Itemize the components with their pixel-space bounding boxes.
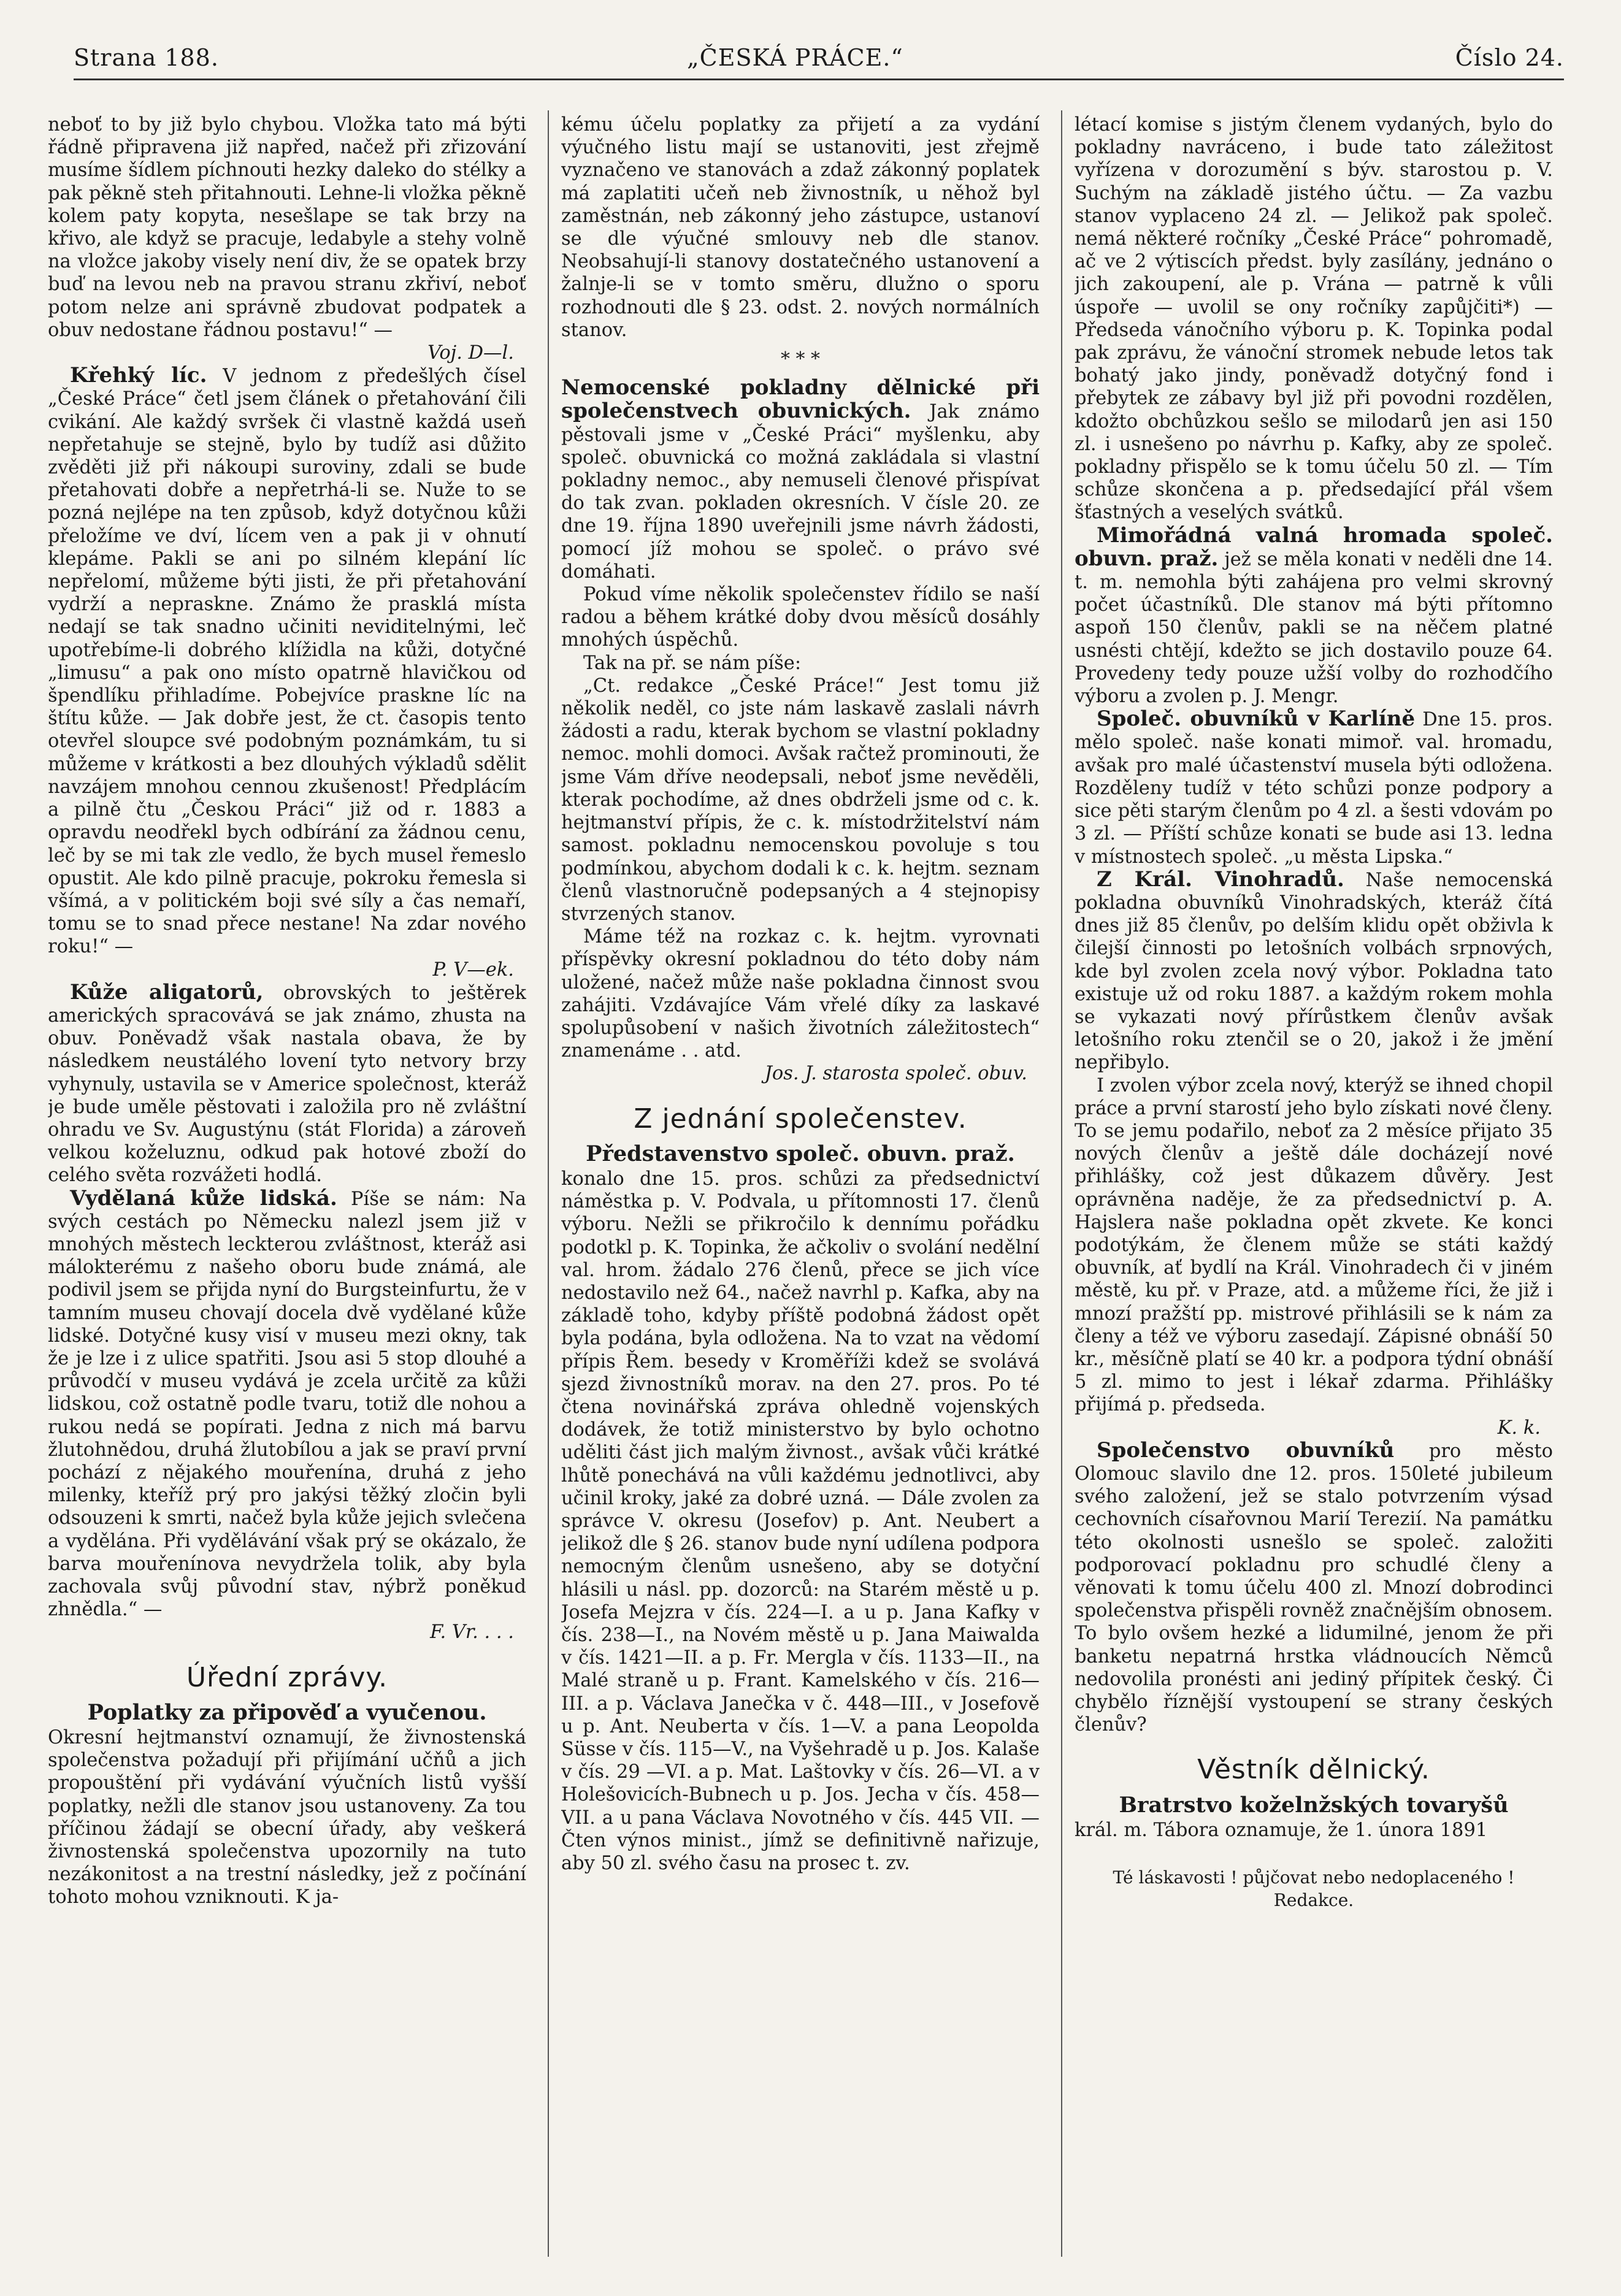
article-text: Dne 15. pros. mělo společ. naše konati mimoř. val. hromadu, avšak pro malé účastenství musela býti odložena. Rozděleny tudíž v této schůzi ponze podpory a sice pěti starým členům po 4 zl. a šesti vdovám po 3 zl. — Příští schůze konati se bude asi 13. ledna v místnostech společ. „u města Lipska.“ bbox=[1075, 709, 1553, 868]
article-text: Okresní hejtmanství oznamují, že živnostenská společenstva požadují při přijímání učňů a jich propouštění při vydávání výučních listů vyšší poplatky, nežli dle stanov jsou ustanoveny. Za tou příčinou žádají se obecní úřady, aby veškerá živnostenská společenstva upozornily na tuto nezákonitost a na trestní následky, jež z počínání tohoto mohou vzniknouti. K ja- bbox=[48, 1727, 526, 1908]
column-1 bbox=[48, 113, 526, 2248]
section-title-jednani: Z jednání společenstev. bbox=[634, 1103, 967, 1135]
article-text: Tak na př. se nám píše: bbox=[583, 652, 802, 674]
signature: P. V—ek. bbox=[432, 959, 514, 981]
article-heading: Z Král. Vinohradů. bbox=[1097, 867, 1344, 892]
column-divider bbox=[1061, 110, 1062, 2257]
page-number: Strana 188. bbox=[74, 44, 219, 71]
article-heading: Křehký líc. bbox=[70, 363, 207, 388]
article-text: I zvolen výbor zcela nový, kterýž se ihned chopil práce a první starostí jeho bylo získati nové členy. To se jemu podařilo, neboť za 2 měsíce přijato 35 nových členův a ještě dále docházejí nové přihlášky, což jest důkazem důvěry. Jest oprávněna naděje, že za předsednictví p. A. Hajslera naše pokladna opět zkvete. Ke konci podotýkám, že členem může se státi každý obuvník, ať bydlí na Král. Vinohradech či v jiném městě, ku př. v Praze, atd. a můžeme říci, že již i mnozí pražští pp. mistrové přihlásili se k nám za členy a též ve výboru zasedají. Zápisné obnáší 50 kr., měsíčně platí se 40 kr. a podpora týdní obnáší 5 zl. mimo to jest i lékař zdarma. Přihlášky přijímá p. předseda. bbox=[1075, 1074, 1553, 1416]
subsection-title: Představenstvo společ. obuvn. praž. bbox=[586, 1141, 1015, 1166]
signature: F. Vr. . . . bbox=[430, 1621, 514, 1644]
article-heading: Kůže aligatorů, bbox=[70, 979, 264, 1005]
section-title-uredni: Úřední zprávy. bbox=[186, 1661, 388, 1693]
signature: K. k. bbox=[1497, 1417, 1541, 1439]
article-text: jež se měla konati v neděli dne 14. t. m. nemohla býti zahájena pro velmi skrovný počet účastníků. Dle stanov má býti přítomno aspoň 150 členův, pakli se na něčem platné usnésti chtějí, kdežto se jich dostavilo pouze 64. Provedeny tedy pouze užší volby do rozhodčího výboru a zvolen p. J. Mengr. bbox=[1075, 548, 1553, 708]
header-rule bbox=[74, 78, 1564, 80]
article-heading: Mimořádná valná hromada společ. obuvn. praž. bbox=[1075, 522, 1553, 571]
page-header bbox=[74, 44, 1564, 78]
article-heading: Společenstvo obuvníků bbox=[1097, 1437, 1395, 1463]
column-divider bbox=[548, 110, 549, 2257]
section-title-vestnik: Věstník dělnický. bbox=[1197, 1754, 1430, 1786]
article-text: kému účelu poplatky za přijetí a za vydání výučného listu mají se ustanoviti, jest zřejmě vyznačeno ve stanovách a zdaž zákonný poplatek má zaplatiti učeň neb živnostník, u něhož byl zaměstnán, neb zákonný jeho zástupce, ustanoví se dle výučné smlouvy neb dle stanov. Neobsahují-li stanovy dostatečného ustanovení a žalnje-li se v tomto směru, dlužno o sporu rozhodnouti dle § 23. odst. 2. nových normálních stanov. bbox=[561, 114, 1040, 341]
article-text: V jednom z předešlých čísel „České Práce“ četl jsem článek o přetahování čili cvikání. Ale každý svršek či vlastně každá useň nepřetahuje se stejně, bylo by tudíž asi důžito zvěděti již při nákoupi suroviny, zdali se bude přetahovati dobře a nepřetrhá-li se. Nuže to se pozná nejlépe na ten způsob, když dotyčnou kůži přeložíme ve dví, lícem ven a pak ji v ohnutí klepáme. Pakli se ani po silném klepání líc nepřelomí, můžeme býti jisti, že při přetahování vydrží a nepraskne. Známo že prasklá místa nedají se tak snadno učiniti neviditelnými, leč upotřebíme-li dobrého klížidla na kůži, dotyčné „limusu“ a pak ono místo opatrně hlavičkou od špendlíku přihladíme. Pobejvíce praskne líc na štítu kůže. — Jak dobře jest, že ct. časopis tento otevřel sloupce své podobným poznámkám, tu si můžeme v krátkosti a bez dlouhých výkladů sdělit navzájem mnohou cennou zkušenost! Předplácím a pilně čtu „Českou Práci“ již od r. 1883 a opravdu neodřekl bych odbírání za žádnou cenu, leč by se mi tak zle vedlo, že bych musel řemeslo opustit. Ale kdo pilně pracuje, pokroku řemesla si všímá, a v politickém boji své síly a čas nemaří, tomu se to snad přece nestane! Na zdar nového roku!“ — bbox=[48, 365, 526, 958]
signature: Voj. D—l. bbox=[427, 342, 514, 364]
separator-stars: * * * bbox=[780, 348, 821, 370]
issue-number: Číslo 24. bbox=[1455, 44, 1564, 71]
article-vlozka-text: neboť to by již bylo chybou. Vložka tato má býti řádně připravena již napřed, načež při zřizování musíme šídlem píchnouti hezky daleko do stélky a pak pěkně steh přitahnouti. Lehne-li vložka pěkně kolem paty kopyta, nesešlape se tak brzy na křivo, ale když se pracuje, ledabyle a stehy volně na vložce jakoby visely není div, že se opatek brzy buď na levou neb na pravou stranu zkřiví, neboť potom nelze ani správně zbudovat podpatek a obuv nedostane řádnou postavu!“ — bbox=[48, 114, 526, 341]
article-heading: Vydělaná kůže lidská. bbox=[70, 1185, 337, 1211]
column-2 bbox=[561, 113, 1040, 2248]
article-text: Píše se nám: Na svých cestách po Německu nalezl jsem již v mnohých městech leckterou zvláštnost, kteráž asi málokterému z našeho oboru bude známá, ale podivil jsem se přijda nyní do Burgsteinfurtu, že v tamním museu chovají docela dvě vydělané kůže lidské. Dotyčné kusy visí v museu mezi okny, tak že je lze i z ulice spatřiti. Jsou asi 5 stop dlouhé a průvodčí v museu vydává je zcela určitě za kůži lidskou, což ostatně podle tvaru, totiž dle nohou a rukou nedá se popírati. Jedna z nich má barvu žlutohnědou, druhá žlutobílou a jak se praví první pochází z nějakého mouřenína, druhá z jeho milenky, kteříž prý pro jakýsi těžký zločin byli odsouzeni k smrti, načež byla kůže jejich svlečena a vydělána. Při vydělávání však prý se okázalo, že barva mouřenínova nevydržela tolik, aby byla zachovala svůj původní stav, nýbrž poněkud zhnědla.“ — bbox=[48, 1188, 526, 1621]
article-text: král. m. Tábora oznamuje, že 1. února 1891 bbox=[1075, 1819, 1488, 1841]
editorial-note: Té láskavosti ! půjčovat nebo nedoplaceného ! Redakce. bbox=[1113, 1867, 1515, 1911]
article-heading: Nemocenské pokladny dělnické při společenstvech obuvnických. bbox=[561, 375, 1040, 424]
article-text: konalo dne 15. pros. schůzi za předsednictví náměstka p. V. Podvala, u přítomnosti 17. členů výboru. Nežli se přikročilo k dennímu pořádku podotkl p. K. Topinka, že ačkoliv o svolání nedělní val. hrom. žádalo 276 členů, přece se jich více nedostavilo než 64., načež navrhl p. Kafka, aby na základě toho, kdyby příště podobná žádost opět byla podána, byla odložena. Na to vzat na vědomí přípis Řem. besedy v Kroměříži kdež se svolává sjezd živnostníků morav. na den 27. pros. Po té čtena novinářská zpráva ohledně vojenských dodávek, že totiž ministerstvo by bylo ochotno uděliti část jich malým živnost., avšak vůči krátké lhůtě ponechává na vůli každému jednotlivci, aby učinil kroky, jaké za dobré uzná. — Dále zvolen za správce V. okresu (Josefov) p. Ant. Neubert a jelikož dle § 26. stanov bude nyní udílena podpora nemocným členům usnešeno, aby se dotyční hlásili u násl. pp. dozorců: na Starém městě u p. Josefa Mejzra v čís. 224—I. a u p. Jana Kafky v čís. 238—I., na Novém městě u p. Jana Maiwalda v čís. 1421—II. a p. Fr. Mergla v čís. 1133—II., na Malé straně u p. Frant. Kamelského v čís. 216—III. a p. Václava Janečka v č. 448—III., v Josefově u p. Ant. Neuberta v čís. 1—V. a pana Leopolda Süsse v čís. 115—V., na Vyšehradě u p. Jos. Kalaše v čís. 29 —VI. a p. Mat. Laštovky v čís. 26—VI. a v Holešovicích-Bubnech u p. Jos. Jecha v čís. 458—VII. a u pana Václava Novotného v čís. 445 VII. — Čten výnos minist., jímž se definitivně nařizuje, aby 50 zl. svého času na prosec t. zv. bbox=[561, 1168, 1040, 1875]
article-text: Jak známo pěstovali jsme v „České Práci“ myšlenku, aby společ. obuvnická co možná zakládala si vlastní pokladny nemoc., aby nemuseli členové přispívat do tak zvan. pokladen okresních. V čísle 20. ze dne 19. října 1890 uveřejnili jsme návrh žádosti, pomocí jíž mohou se společ. o právo své domáhati. bbox=[561, 401, 1040, 583]
article-text: obrovských to ještěrek amerických spracovává se jak známo, zhusta na obuv. Poněvadž však nastala obava, že by následkem neustálého lovení tyto netvory brzy vyhynuly, ustavila se v Americe společnost, kteráž je bude uměle pěstovati i založila pro ně zvláštní ohradu ve Sv. Augustýnu (stát Florida) a zároveň velkou koželuznu, odkud pak hotové zboží do celého světa rozvážeti hodlá. bbox=[48, 982, 526, 1187]
article-text: létací komise s jistým členem vydaných, bylo do pokladny navráceno, i bude tato záležitost vyřízena v dorozumění s býv. starostou p. V. Suchým na základě jistého účtu. — Za vazbu stanov vyplaceno 24 zl. — Jelikož pak společ. nemá některé ročníky „České Práce“ pohromadě, ač ve 2 výtiscích předst. byly zasílány, jednáno o jich zakoupení, ale p. Vrána — patrně k vůli úspoře — uvolil se ony ročníky zapůjčiti*) — Předseda vánočního výboru p. K. Topinka podal pak zprávu, že vánoční stromek nebude letos tak bohatý jako jindy, poněvadž dotyčný fond i přebytek ze zábavy byl již při povodni rozdělen, kdožto obchůzkou sešlo se milodarů jen asi 150 zl. i usnešeno po návrhu p. Kafky, aby ze společ. pokladny přispělo se k tomu účelu 50 zl. — Tím schůze skončena a p. předsedající přál všem šťastných a veselých svátků. bbox=[1075, 114, 1553, 524]
column-3 bbox=[1075, 113, 1553, 2248]
subsection-title: Poplatky za připověď a vyučenou. bbox=[87, 1699, 487, 1725]
article-text: pro město Olomouc slavilo dne 12. pros. 150leté jubileum svého založení, jež se stalo potvrzením výsad cechovních císařovnou Marií Terezií. Na památku této okolnosti usnešlo se společ. založiti podporovací pokladnu pro schudlé členy a věnovati k tomu účelu 400 zl. Mnozí dobrodinci společenstva přispěli rovněž značnějším obnosem. To bylo ovšem hezké a lidumilné, jenom že při banketu nepatrná hrstka vládnoucích Němců nedovolila pronésti ani jediný přípitek český. Či chybělo říznější vystoupení se strany českých členův? bbox=[1075, 1440, 1553, 1736]
letter-text: „Ct. redakce „České Práce!“ Jest tomu již několik neděl, co jste nám laskavě zaslali návrh žádosti a radu, kterak bychom se vlastní pokladny nemoc. mohli domoci. Avšak račtež prominouti, že jsme Vám dříve neodepsali, neboť jsme nevěděli, kterak pochodíme, až dnes obdrželi jsme od c. k. hejtmanství přípis, že c. k. místodržitelství nám samost. pokladnu nemocenskou povoluje s tou podmínkou, abychom dodali k c. k. hejtm. seznam členů vlastnoručně podepsaných a 4 stejnopisy stvrzených stanov. bbox=[561, 675, 1040, 925]
article-heading: Společ. obuvníků v Karlíně bbox=[1097, 706, 1416, 732]
masthead-title: „ČESKÁ PRÁCE.“ bbox=[687, 44, 903, 71]
letter-text: Máme též na rozkaz c. k. hejtm. vyrovnati příspěvky okresní pokladnou do této doby nám uložené, načež může naše pokladna činnost svou zahájiti. Vzdávajíce Vám vřelé díky za laskavé spolupůsobení v našich životních záležitostech“ znamenáme . . atd. bbox=[561, 926, 1040, 1062]
article-text: Pokud víme několik společenstev řídilo se naší radou a během krátké doby dvou měsíců dosáhly mnohých úspěchů. bbox=[561, 584, 1040, 651]
article-text: Naše nemocenská pokladna obuvníků Vinohradských, kteráž čítá dnes již 85 členův, po delším klidu opět obživla k čilejší činnosti po letošních volbách srpnových, kde byl zvolen zcela nový výbor. Pokladna tato existuje už od roku 1887. a každým rokem mohla se vykazati nový přírůstkem členův avšak letošního roku ztenčil se o 20, jakož i že jmění nepřibylo. bbox=[1075, 869, 1553, 1074]
subsection-title: Bratrstvo koželnžských tovaryšů bbox=[1119, 1792, 1509, 1818]
signature: Jos. J. starosta společ. obuv. bbox=[764, 1063, 1027, 1085]
